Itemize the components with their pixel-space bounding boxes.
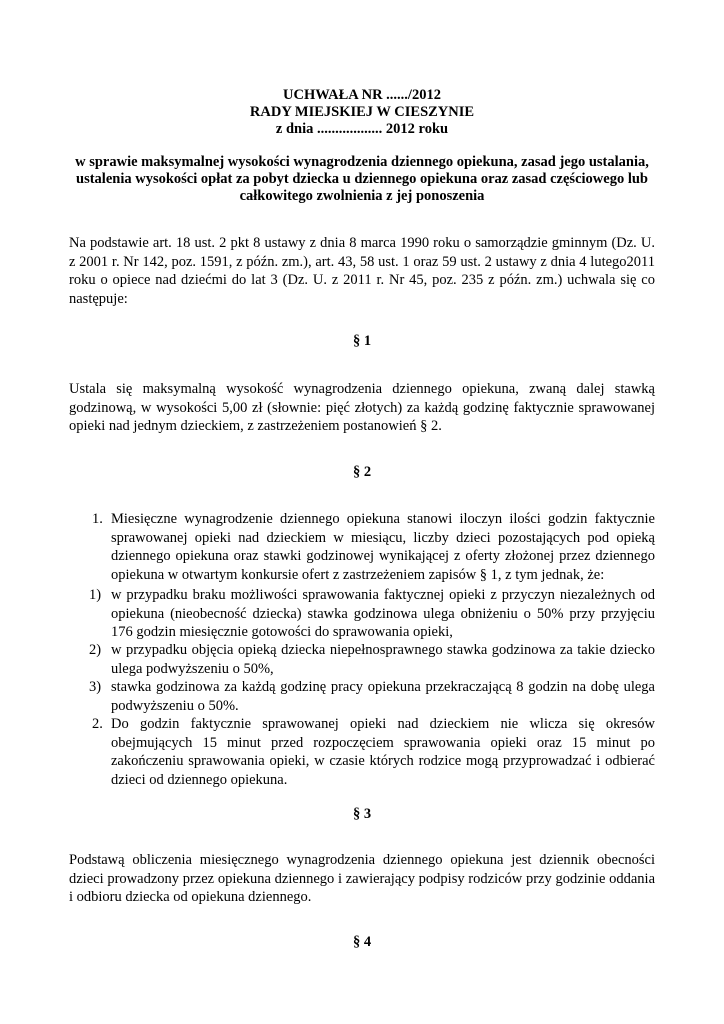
- resolution-title: UCHWAŁA NR ....../2012: [283, 87, 441, 103]
- section-4-heading: § 4: [352, 934, 372, 950]
- subject-line-1: w sprawie maksymalnej wysokości wynagrodzenia dziennego opiekuna, zasad jego ustalania,: [75, 154, 649, 170]
- sub-item-number: 3): [89, 679, 102, 695]
- subject-line-2: ustalenia wysokości opłat za pobyt dziecka u dziennego opiekuna oraz zasad częściowego lub: [76, 171, 648, 187]
- section-3-text: Podstawą obliczenia miesięcznego wynagrodzenia dziennego opiekuna jest dziennik obecności dzieci prowadzony przez opiekuna dziennego i zawierający podpisy rodziców przy godzinie oddania i odbioru dziecka od opiekuna dziennego.: [69, 852, 655, 905]
- list-item: Do godzin faktycznie sprawowanej opieki nad dzieckiem nie wlicza się okresów obejmujących 15 minut przed rozpoczęciem sprawowania opieki oraz 15 minut po zakończeniu sprawowania opieki, w czasie których rodzice mogą przyprowadzać i odbierać dzieci od dziennego opiekuna.: [111, 716, 655, 788]
- list-item-number: 2.: [92, 716, 103, 732]
- list-item-number: 1.: [92, 511, 103, 527]
- list-item: Miesięczne wynagrodzenie dziennego opiekuna stanowi iloczyn ilości godzin faktycznie sprawowanej opieki nad dzieckiem w miesiącu, liczby dzieci pozostających pod opieką dziennego opiekuna oraz stawki godzinowej wynikającej z oferty złożonej przez dziennego opiekuna w otwartym konkursie ofert z zastrzeżeniem zapisów § 1, z tym jednak, że:: [111, 511, 655, 583]
- council-name: RADY MIEJSKIEJ W CIESZYNIE: [249, 104, 475, 120]
- section-2-heading: § 2: [352, 464, 372, 480]
- preamble: Na podstawie art. 18 ust. 2 pkt 8 ustawy z dnia 8 marca 1990 roku o samorządzie gminnym (Dz. U. z 2001 r. Nr 142, poz. 1591, z późn. zm.), art. 43, 58 ust. 1 oraz 59 ust. 2 ustawy z dnia 4 lutego2011 roku o opiece nad dziećmi do lat 3 (Dz. U. z 2011 r. Nr 45, poz. 235 z późn. zm.) uchwala się co następuje:: [69, 235, 655, 307]
- subject-line-3: całkowitego zwolnienia z jej ponoszenia: [239, 188, 485, 204]
- sub-item-number: 1): [89, 587, 102, 603]
- section-1-heading: § 1: [352, 333, 372, 349]
- section-1-text: Ustala się maksymalną wysokość wynagrodzenia dziennego opiekuna, zwaną dalej stawką godzinową, w wysokości 5,00 zł (słownie: pięć złotych) za każdą godzinę faktycznie sprawowanej opieki nad jednym dzieckiem, z zastrzeżeniem postanowień § 2.: [69, 381, 655, 434]
- sub-item-number: 2): [89, 642, 102, 658]
- sub-item: w przypadku objęcia opieką dziecka niepełnosprawnego stawka godzinowa za takie dziecko ulega podwyższeniu o 50%,: [111, 642, 655, 677]
- sub-item: w przypadku braku możliwości sprawowania faktycznej opieki z przyczyn niezależnych od opiekuna (nieobecność dziecka) stawka godzinowa ulega obniżeniu o 50% przy przyjęciu 176 godzin miesięcznie gotowości do sprawowania opieki,: [111, 587, 655, 640]
- resolution-date: z dnia .................. 2012 roku: [275, 121, 449, 137]
- section-3-heading: § 3: [352, 806, 372, 822]
- sub-item: stawka godzinowa za każdą godzinę pracy opiekuna przekraczającą 8 godzin na dobę ulega podwyższeniu o 50%.: [111, 679, 655, 714]
